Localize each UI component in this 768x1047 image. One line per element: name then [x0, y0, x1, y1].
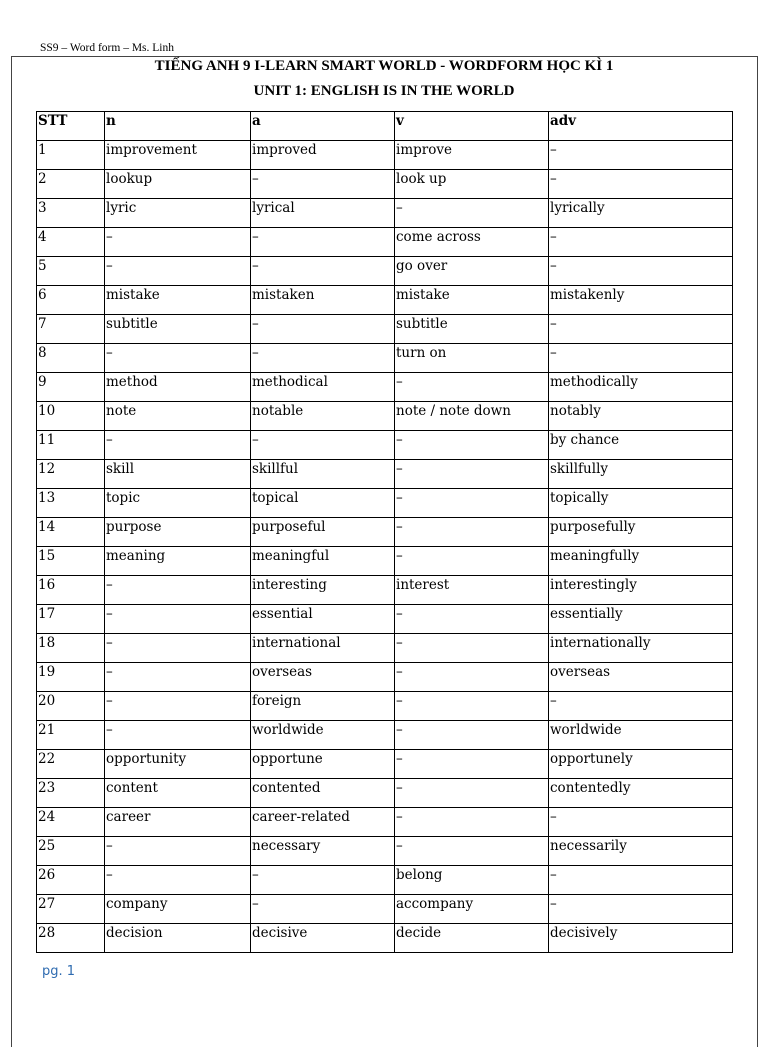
table-row	[37, 605, 733, 634]
noun-cell: lyric	[105, 199, 251, 228]
adjective-cell: career-related	[251, 808, 395, 837]
adverb-cell: opportunely	[549, 750, 733, 779]
adjective-cell: mistaken	[251, 286, 395, 315]
adverb-cell: methodically	[549, 373, 733, 402]
noun-cell: –	[105, 721, 251, 750]
stt-cell: 5	[37, 257, 105, 286]
verb-cell: –	[395, 692, 549, 721]
stt-cell: 3	[37, 199, 105, 228]
stt-cell: 8	[37, 344, 105, 373]
adjective-cell: foreign	[251, 692, 395, 721]
table-row	[37, 866, 733, 895]
adverb-cell: internationally	[549, 634, 733, 663]
table-row	[37, 663, 733, 692]
table-row	[37, 228, 733, 257]
adjective-cell: –	[251, 228, 395, 257]
adjective-cell: –	[251, 344, 395, 373]
adjective-cell: interesting	[251, 576, 395, 605]
adjective-cell: –	[251, 257, 395, 286]
noun-cell: –	[105, 692, 251, 721]
adjective-cell: overseas	[251, 663, 395, 692]
noun-cell: –	[105, 866, 251, 895]
adverb-cell: –	[549, 344, 733, 373]
table-row	[37, 518, 733, 547]
adjective-cell: international	[251, 634, 395, 663]
adjective-cell: skillful	[251, 460, 395, 489]
adverb-cell: worldwide	[549, 721, 733, 750]
adjective-cell: –	[251, 895, 395, 924]
adverb-cell: –	[549, 315, 733, 344]
noun-cell: decision	[105, 924, 251, 953]
noun-cell: subtitle	[105, 315, 251, 344]
adjective-cell: –	[251, 315, 395, 344]
header-note: SS9 – Word form – Ms. Linh	[40, 42, 174, 54]
stt-cell: 18	[37, 634, 105, 663]
verb-cell: mistake	[395, 286, 549, 315]
stt-cell: 9	[37, 373, 105, 402]
verb-cell: –	[395, 837, 549, 866]
stt-cell: 4	[37, 228, 105, 257]
column-header-noun: n	[105, 112, 251, 141]
column-header-adverb: adv	[549, 112, 733, 141]
noun-cell: note	[105, 402, 251, 431]
noun-cell: skill	[105, 460, 251, 489]
stt-cell: 19	[37, 663, 105, 692]
noun-cell: method	[105, 373, 251, 402]
verb-cell: –	[395, 199, 549, 228]
adverb-cell: –	[549, 228, 733, 257]
adverb-cell: skillfully	[549, 460, 733, 489]
table-body	[37, 141, 733, 953]
adverb-cell: –	[549, 170, 733, 199]
table-row	[37, 634, 733, 663]
table-row	[37, 721, 733, 750]
verb-cell: –	[395, 373, 549, 402]
adverb-cell: –	[549, 808, 733, 837]
stt-cell: 27	[37, 895, 105, 924]
stt-cell: 25	[37, 837, 105, 866]
adjective-cell: essential	[251, 605, 395, 634]
adjective-cell: purposeful	[251, 518, 395, 547]
table-row	[37, 808, 733, 837]
stt-cell: 24	[37, 808, 105, 837]
noun-cell: improvement	[105, 141, 251, 170]
table-row	[37, 692, 733, 721]
adjective-cell: decisive	[251, 924, 395, 953]
stt-cell: 28	[37, 924, 105, 953]
noun-cell: topic	[105, 489, 251, 518]
table-row	[37, 373, 733, 402]
table-row	[37, 750, 733, 779]
stt-cell: 14	[37, 518, 105, 547]
adjective-cell: –	[251, 170, 395, 199]
verb-cell: –	[395, 721, 549, 750]
stt-cell: 16	[37, 576, 105, 605]
stt-cell: 6	[37, 286, 105, 315]
table-row	[37, 402, 733, 431]
adjective-cell: necessary	[251, 837, 395, 866]
verb-cell: –	[395, 431, 549, 460]
verb-cell: –	[395, 518, 549, 547]
stt-cell: 21	[37, 721, 105, 750]
table-row	[37, 344, 733, 373]
stt-cell: 26	[37, 866, 105, 895]
adjective-cell: lyrical	[251, 199, 395, 228]
table-row	[37, 837, 733, 866]
noun-cell: –	[105, 228, 251, 257]
table-row	[37, 315, 733, 344]
unit-title: UNIT 1: ENGLISH IS IN THE WORLD	[253, 83, 515, 99]
stt-cell: 23	[37, 779, 105, 808]
table-row	[37, 895, 733, 924]
adverb-cell: contentedly	[549, 779, 733, 808]
noun-cell: opportunity	[105, 750, 251, 779]
stt-cell: 10	[37, 402, 105, 431]
verb-cell: –	[395, 634, 549, 663]
table-row	[37, 257, 733, 286]
noun-cell: –	[105, 663, 251, 692]
adverb-cell: purposefully	[549, 518, 733, 547]
verb-cell: –	[395, 489, 549, 518]
noun-cell: meaning	[105, 547, 251, 576]
adverb-cell: notably	[549, 402, 733, 431]
column-header-adjective: a	[251, 112, 395, 141]
verb-cell: –	[395, 750, 549, 779]
adverb-cell: –	[549, 895, 733, 924]
adjective-cell: –	[251, 866, 395, 895]
noun-cell: –	[105, 837, 251, 866]
table-row	[37, 199, 733, 228]
adverb-cell: decisively	[549, 924, 733, 953]
adjective-cell: contented	[251, 779, 395, 808]
stt-cell: 12	[37, 460, 105, 489]
stt-cell: 2	[37, 170, 105, 199]
adverb-cell: mistakenly	[549, 286, 733, 315]
stt-cell: 13	[37, 489, 105, 518]
verb-cell: subtitle	[395, 315, 549, 344]
noun-cell: lookup	[105, 170, 251, 199]
stt-cell: 1	[37, 141, 105, 170]
verb-cell: come across	[395, 228, 549, 257]
verb-cell: note / note down	[395, 402, 549, 431]
adjective-cell: worldwide	[251, 721, 395, 750]
verb-cell: –	[395, 460, 549, 489]
verb-cell: look up	[395, 170, 549, 199]
verb-cell: –	[395, 808, 549, 837]
noun-cell: company	[105, 895, 251, 924]
table-row	[37, 170, 733, 199]
adjective-cell: meaningful	[251, 547, 395, 576]
noun-cell: –	[105, 257, 251, 286]
noun-cell: –	[105, 431, 251, 460]
table-row	[37, 431, 733, 460]
verb-cell: accompany	[395, 895, 549, 924]
adjective-cell: topical	[251, 489, 395, 518]
stt-cell: 22	[37, 750, 105, 779]
table-row	[37, 576, 733, 605]
stt-cell: 15	[37, 547, 105, 576]
adjective-cell: notable	[251, 402, 395, 431]
table-row	[37, 286, 733, 315]
adjective-cell: –	[251, 431, 395, 460]
column-header-stt: STT	[37, 112, 105, 141]
verb-cell: –	[395, 547, 549, 576]
document-title: TIẾNG ANH 9 I-LEARN SMART WORLD - WORDFORM HỌC KÌ 1	[154, 58, 614, 74]
adverb-cell: lyrically	[549, 199, 733, 228]
verb-cell: –	[395, 663, 549, 692]
verb-cell: interest	[395, 576, 549, 605]
adjective-cell: improved	[251, 141, 395, 170]
adverb-cell: necessarily	[549, 837, 733, 866]
adverb-cell: –	[549, 257, 733, 286]
table-row	[37, 489, 733, 518]
adverb-cell: by chance	[549, 431, 733, 460]
adjective-cell: methodical	[251, 373, 395, 402]
stt-cell: 7	[37, 315, 105, 344]
adverb-cell: meaningfully	[549, 547, 733, 576]
verb-cell: decide	[395, 924, 549, 953]
noun-cell: content	[105, 779, 251, 808]
adverb-cell: topically	[549, 489, 733, 518]
adverb-cell: essentially	[549, 605, 733, 634]
noun-cell: mistake	[105, 286, 251, 315]
noun-cell: –	[105, 344, 251, 373]
page-number: pg. 1	[42, 964, 76, 979]
noun-cell: career	[105, 808, 251, 837]
verb-cell: –	[395, 605, 549, 634]
table-row	[37, 924, 733, 953]
wordform-table	[36, 111, 733, 953]
verb-cell: –	[395, 779, 549, 808]
table-row	[37, 141, 733, 170]
adverb-cell: interestingly	[549, 576, 733, 605]
column-header-verb: v	[395, 112, 549, 141]
noun-cell: –	[105, 634, 251, 663]
stt-cell: 11	[37, 431, 105, 460]
stt-cell: 17	[37, 605, 105, 634]
adverb-cell: overseas	[549, 663, 733, 692]
table-row	[37, 779, 733, 808]
table-header-row	[37, 112, 733, 141]
noun-cell: –	[105, 605, 251, 634]
adverb-cell: –	[549, 141, 733, 170]
table-row	[37, 460, 733, 489]
noun-cell: –	[105, 576, 251, 605]
verb-cell: go over	[395, 257, 549, 286]
adverb-cell: –	[549, 692, 733, 721]
verb-cell: turn on	[395, 344, 549, 373]
verb-cell: improve	[395, 141, 549, 170]
table-row	[37, 547, 733, 576]
noun-cell: purpose	[105, 518, 251, 547]
adverb-cell: –	[549, 866, 733, 895]
verb-cell: belong	[395, 866, 549, 895]
stt-cell: 20	[37, 692, 105, 721]
adjective-cell: opportune	[251, 750, 395, 779]
